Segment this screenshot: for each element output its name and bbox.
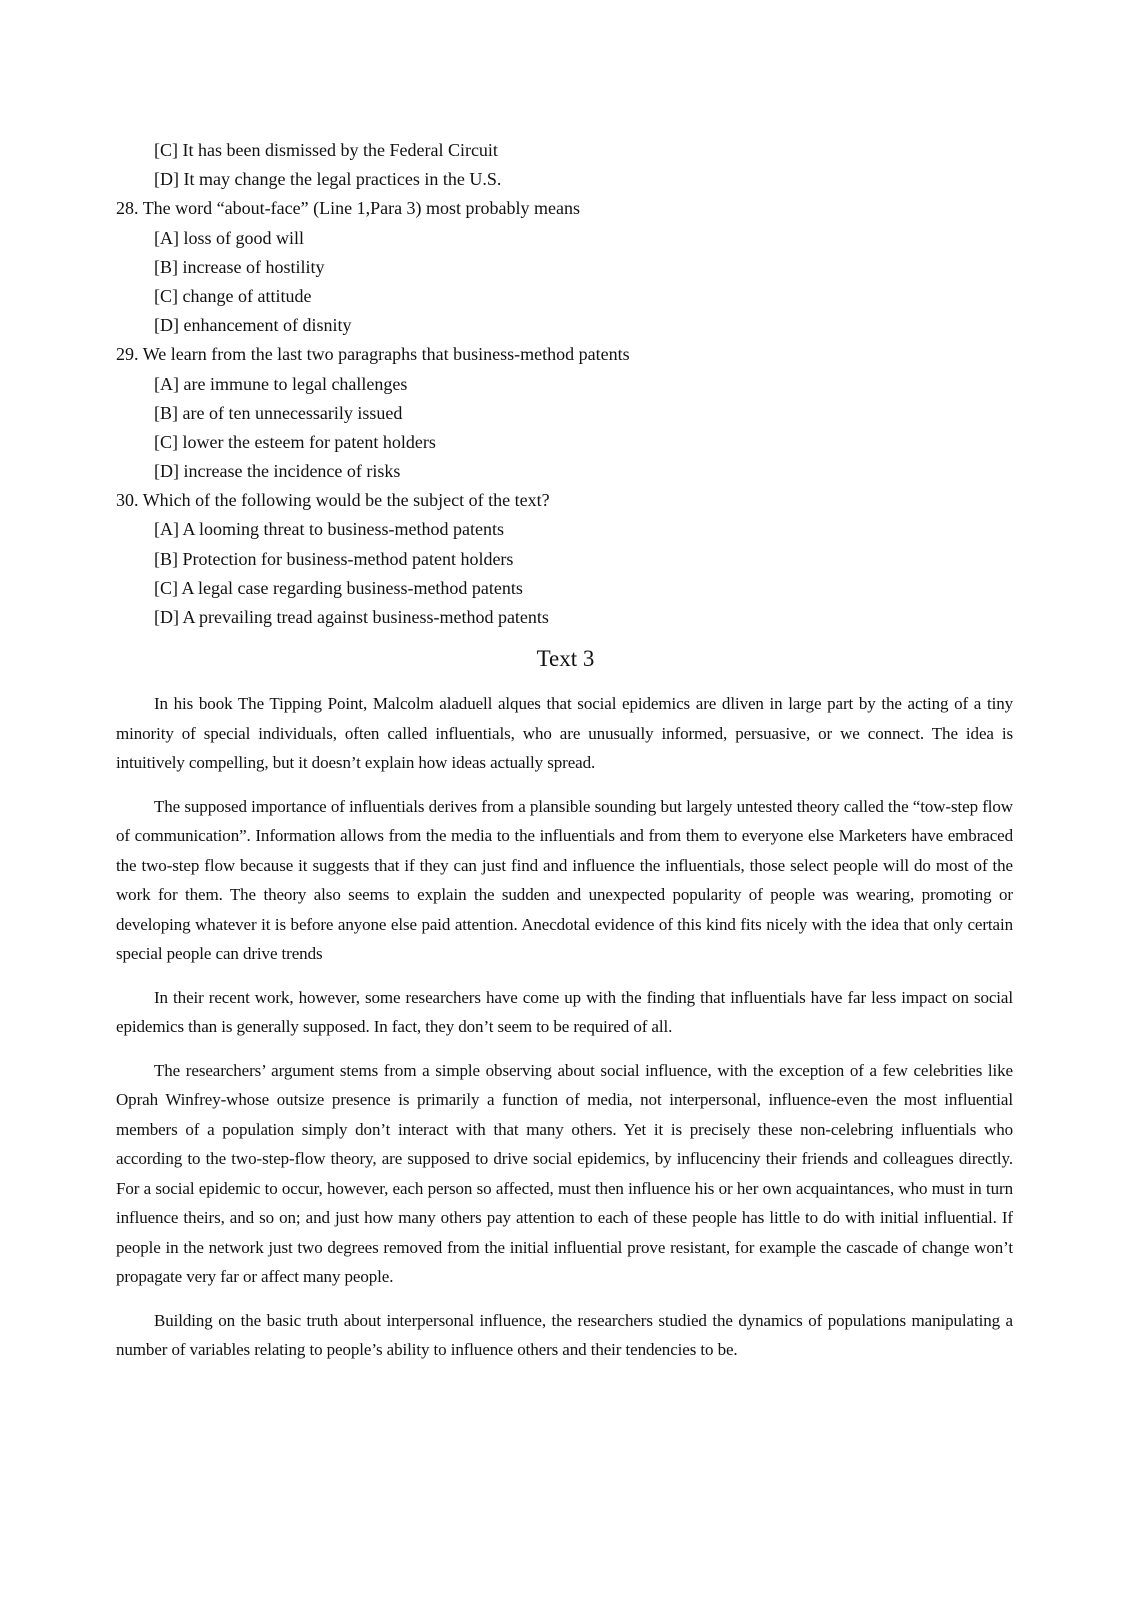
- option-label: [C]: [154, 140, 178, 160]
- option-text: lower the esteem for patent holders: [182, 431, 436, 452]
- option-text: are of ten unnecessarily issued: [182, 402, 403, 423]
- option-text: increase of hostility: [182, 256, 325, 277]
- option-label: [A]: [154, 227, 179, 248]
- option-label: [D]: [154, 169, 179, 190]
- paragraph-4: The researchers’ argument stems from a simple observing about social influence, with the exception of a few celebrities like Oprah Winfrey-whose outsize presence is primarily a function of media, not interpersonal, influence-even the most influential members of a population simply don’t interact with that many others. Yet it is precisely these non-celebring influentials who according to the two-step-flow theory, are supposed to drive social epidemics, by influcenciny their friends and colleagues directly. For a social epidemic to occur, however, each person so affected, must then influence his or her own acquaintances, who must in turn influence theirs, and so on; and just how many others pay attention to each of these people has little to do with initial influential. If people in the network just two degrees removed from the initial influential prove resistant, for example the cascade of change won’t propagate very far or affect many people.: [116, 1060, 1013, 1286]
- article-body: [116, 689, 1013, 1379]
- question-number: 30.: [116, 490, 139, 511]
- option-label: [A]: [154, 519, 179, 540]
- section-title: Text 3: [536, 646, 595, 671]
- option-label: [B]: [154, 402, 178, 423]
- q29-option-a: [116, 370, 1016, 399]
- option-label: [D]: [154, 461, 179, 482]
- question-text: The word “about-face” (Line 1,Para 3) most probably means: [142, 198, 581, 219]
- option-label: [B]: [154, 256, 178, 277]
- q30-option-d: [116, 603, 1016, 632]
- option-text: A prevailing tread against business-method patents: [182, 607, 549, 627]
- option-text: A legal case regarding business-method patents: [181, 577, 523, 598]
- paragraph-2: The supposed importance of influentials derives from a plansible sounding but largely untested theory called the “tow-step flow of communication”. Information allows from the media to the influentials and from them to everyone else Marketers have embraced the two-step flow because it suggests that if they can just find and influence the influentials, those select people will do most of the work for them. The theory also seems to explain the sudden and unexpected popularity of people was wearing, promoting or developing whatever it is before anyone else paid attention. Anecdotal evidence of this kind fits nicely with the idea that only certain special people can drive trends: [116, 796, 1013, 963]
- question-number: 29.: [116, 344, 139, 365]
- option-label: [C]: [154, 577, 178, 598]
- option-label: [D]: [154, 607, 179, 627]
- paragraph-5: Building on the basic truth about interpersonal influence, the researchers studied the dynamics of populations manipulating a number of variables relating to people’s ability to influence others and their tendencies to be.: [116, 1310, 1013, 1359]
- paragraph-1: In his book The Tipping Point, Malcolm aladuell alques that social epidemics are dliven in large part by the acting of a tiny minority of special individuals, often called influentials, who are unusually informed, persuasive, or we connect. The idea is intuitively compelling, but it doesn’t explain how ideas actually spread.: [116, 694, 1013, 772]
- q28-option-b: [116, 253, 1016, 282]
- option-label: [C]: [154, 285, 178, 306]
- q27-option-c: [116, 136, 1016, 165]
- option-text: increase the incidence of risks: [183, 461, 401, 482]
- q30-option-c: [116, 574, 1016, 603]
- option-text: It has been dismissed by the Federal Circuit: [182, 140, 498, 160]
- option-text: are immune to legal challenges: [183, 373, 408, 394]
- question-number: 28.: [116, 198, 139, 219]
- paragraph-3: In their recent work, however, some researchers have come up with the finding that influentials have far less impact on social epidemics than is generally supposed. In fact, they don’t seem to be required of all.: [116, 987, 1013, 1036]
- q28-option-c: [116, 282, 1016, 311]
- option-label: [D]: [154, 315, 179, 336]
- option-text: enhancement of disnity: [183, 315, 352, 336]
- q30-option-a: [116, 515, 1016, 544]
- q28-option-d: [116, 311, 1016, 340]
- option-text: Protection for business-method patent holders: [182, 548, 514, 569]
- question-text: We learn from the last two paragraphs that business-method patents: [142, 344, 630, 365]
- option-text: A looming threat to business-method patents: [182, 519, 504, 540]
- option-label: [A]: [154, 373, 179, 394]
- option-text: change of attitude: [182, 285, 312, 306]
- option-label: [C]: [154, 431, 178, 452]
- q28-option-a: [116, 224, 1016, 253]
- q29-option-d: [116, 457, 1016, 486]
- q30-option-b: [116, 545, 1016, 574]
- q27-option-d: [116, 165, 1016, 194]
- question-28-stem: [116, 194, 1016, 223]
- option-text: It may change the legal practices in the U.S.: [183, 169, 502, 190]
- q29-option-b: [116, 399, 1016, 428]
- question-30-stem: [116, 486, 1016, 515]
- option-label: [B]: [154, 548, 178, 569]
- question-block: [116, 136, 1016, 632]
- question-text: Which of the following would be the subject of the text?: [142, 490, 550, 511]
- question-29-stem: [116, 340, 1016, 369]
- q29-option-c: [116, 428, 1016, 457]
- option-text: loss of good will: [183, 227, 305, 248]
